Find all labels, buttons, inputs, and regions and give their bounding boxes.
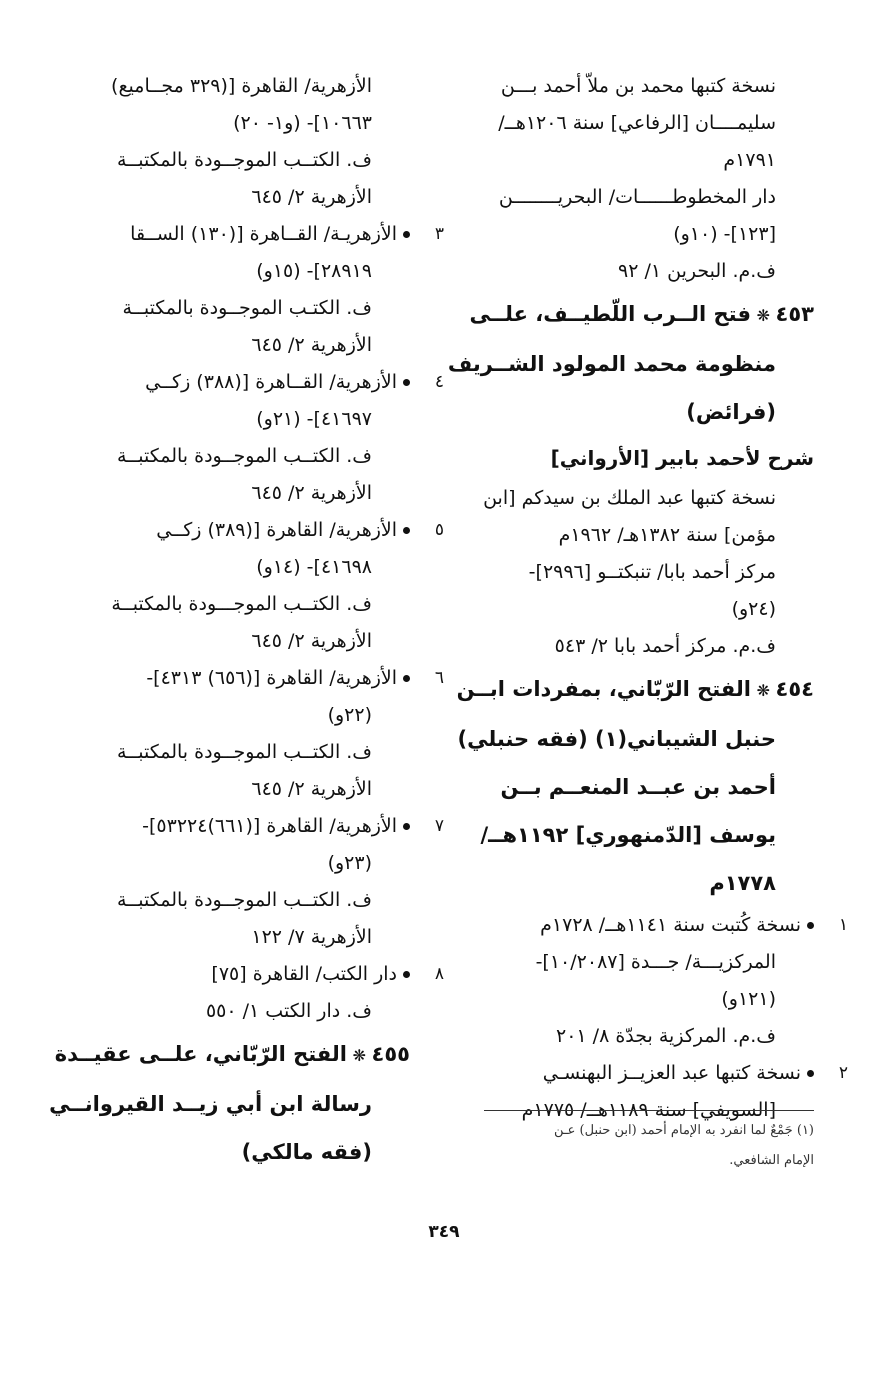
- entry-title-text: أحمد بن عبــد المنعــم بــن: [500, 775, 776, 799]
- entry-title-text: رسالة ابن أبي زيــد القيروانــي: [49, 1092, 372, 1116]
- entry-title-text: الفتح الرّبّاني، بمفردات ابــن: [456, 677, 751, 701]
- entry-title-text: منظومة محمد المولود الشــريف: [447, 352, 776, 376]
- text-line: (٢٤و): [731, 598, 776, 620]
- text-line: دار المخطوطــــــات/ البحريــــــــن: [498, 186, 776, 208]
- entry-title-line: [457, 715, 814, 763]
- bullet-icon: [807, 922, 814, 929]
- item-number: ٣: [434, 224, 444, 244]
- item-text: الأزهرية/ القاهرة [(٦٥٦) ٤٣١٣]-: [146, 667, 397, 689]
- text-line: [السويفي] سنة ١١٨٩هــ/ ١٧٧٥م: [521, 1099, 776, 1121]
- item-text: دار الكتب/ القاهرة [٧٥]: [211, 963, 397, 985]
- entry-title-line: [447, 340, 814, 388]
- text-line: ٢٨٩١٩]- (١٥و): [256, 260, 372, 282]
- item-text: الأزهريـة/ القــاهرة [(١٣٠) الســقا: [130, 223, 397, 245]
- right-column: [447, 68, 848, 1129]
- entry-title-text: حنبل الشيباني(١) (فقه حنبلي): [457, 727, 776, 751]
- item-number: ٥: [434, 520, 444, 540]
- text-line: مركز أحمد بابا/ تنبكتــو [٢٩٩٦]-: [528, 561, 776, 583]
- bullet-icon: [807, 1070, 814, 1077]
- text-line: الأزهرية ٢/ ٦٤٥: [251, 630, 372, 652]
- left-column: [49, 68, 444, 1176]
- text-line: [١٢٣]- (١٠و): [673, 223, 776, 245]
- text-line: ف. دار الكتب ١/ ٥٥٠: [205, 1000, 372, 1022]
- entry-title-text: الفتح الرّبّاني، علــى عقيــدة: [54, 1042, 347, 1066]
- text-line: ف. الكتــب الموجــودة بالمكتبــة: [116, 445, 372, 467]
- text-line: المركزيـــة/ جـــدة [١٠/٢٠٨٧]-: [535, 951, 776, 973]
- commentary-author: شرح لأحمد بابير [الأرواني]: [550, 446, 814, 470]
- text-line: ف.م. المركزية بجدّة ٨/ ٢٠١: [556, 1025, 776, 1047]
- item-number: ٢: [838, 1063, 848, 1083]
- manuscript-item: [80, 216, 444, 253]
- bullet-icon: [403, 527, 410, 534]
- text-line: ف. الكتـب الموجــودة بالمكتبــة: [122, 297, 372, 319]
- entry-title-line: [484, 388, 814, 436]
- text-line: ف. الكتــب الموجـــودة بالمكتبــة: [111, 593, 372, 615]
- item-number: ٨: [434, 964, 444, 984]
- footnote-line-1: (١) جَمْعٌ لما انفرد به الإمام أحمد (ابن حنبل) عـن: [553, 1123, 814, 1138]
- item-number: ١: [838, 915, 848, 935]
- text-line: ف.م. البحرين ١/ ٩٢: [617, 260, 776, 282]
- text-line: (٢٣و): [327, 852, 372, 874]
- text-line: الأزهرية ٢/ ٦٤٥: [251, 778, 372, 800]
- entry-title-line: [469, 290, 814, 340]
- item-text: نسخة كتبها عبد العزيــز البهنسـي: [542, 1062, 801, 1084]
- entry-title-line: [54, 1030, 410, 1080]
- text-line: نسخة كتبها محمد بن ملاّ أحمد بـــن: [500, 75, 776, 97]
- bullet-icon: [403, 231, 410, 238]
- entry-title-text: ١٧٧٨م: [709, 871, 776, 895]
- manuscript-item: [80, 364, 444, 401]
- entry-title-line: [484, 859, 814, 907]
- asterisk-icon: ❋: [347, 1046, 372, 1065]
- entry-title-text: يوسف [الدّمنهوري] ١١٩٢هــ/: [480, 823, 776, 847]
- text-line: الأزهرية ٧/ ١٢٢: [251, 926, 372, 948]
- footnote-line-2: الإمام الشافعي.: [729, 1153, 814, 1168]
- page-number: ٣٤٩: [428, 1222, 460, 1242]
- text-line: الأزهرية ٢/ ٦٤٥: [251, 482, 372, 504]
- bullet-icon: [403, 971, 410, 978]
- entry-number: ٤٥٤: [775, 677, 814, 701]
- entry-title-line: [49, 1080, 410, 1128]
- entry-title-text: (فرائض): [686, 400, 776, 424]
- text-line: (١٢١و): [721, 988, 776, 1010]
- bullet-icon: [403, 379, 410, 386]
- text-line: ف. الكتــب الموجــودة بالمكتبــة: [116, 741, 372, 763]
- bullet-icon: [403, 823, 410, 830]
- asterisk-icon: ❋: [751, 681, 776, 700]
- entry-title-line: [456, 665, 814, 715]
- item-text: الأزهرية/ القــاهرة [(٣٨٨) زكــي: [145, 371, 397, 393]
- footnote-divider: [484, 1110, 814, 1111]
- text-line: الأزهرية/ القاهرة [(٣٢٩ مجــاميع): [111, 75, 372, 97]
- text-line: سليمــــان [الرفاعي] سنة ١٢٠٦هــ/: [498, 112, 776, 134]
- asterisk-icon: ❋: [751, 306, 776, 325]
- item-number: ٤: [434, 372, 444, 392]
- manuscript-item: [484, 907, 848, 944]
- text-line: مؤمن] سنة ١٣٨٢هـ/ ١٩٦٢م: [558, 524, 776, 546]
- footnote: [484, 1116, 814, 1176]
- manuscript-item: [80, 808, 444, 845]
- entry-number: ٤٥٥: [371, 1042, 410, 1066]
- manuscript-item: [484, 1055, 848, 1092]
- text-line: ١٠٦٦٣]- (و١- ٢٠): [233, 112, 372, 134]
- item-text: الأزهرية/ القاهرة [(٣٨٩) زكــي: [156, 519, 397, 541]
- text-line: ف.م. مركز أحمد بابا ٢/ ٥٤٣: [554, 635, 776, 657]
- text-line: ٤١٦٩٧]- (٢١و): [256, 408, 372, 430]
- text-line: الأزهرية ٢/ ٦٤٥: [251, 186, 372, 208]
- text-line: (٢٢و): [327, 704, 372, 726]
- entry-title-text: فتح الــرب اللّطيــف، علــى: [469, 302, 751, 326]
- item-number: ٧: [434, 816, 444, 836]
- item-text: الأزهرية/ القاهرة [(٦٦١)٥٣٢٢٤]-: [142, 815, 397, 837]
- manuscript-item: [80, 660, 444, 697]
- entry-title-line: [80, 1128, 410, 1176]
- entry-title-line: [480, 811, 814, 859]
- text-line: نسخة كتبها عبد الملك بن سيدكم [ابن: [483, 487, 776, 509]
- text-line: ف. الكتــب الموجــودة بالمكتبــة: [116, 149, 372, 171]
- text-line: ٤١٦٩٨]- (١٤و): [256, 556, 372, 578]
- text-line: الأزهرية ٢/ ٦٤٥: [251, 334, 372, 356]
- entry-title-text: (فقه مالكي): [241, 1140, 372, 1164]
- text-line: ١٧٩١م: [723, 149, 776, 171]
- manuscript-item: [80, 512, 444, 549]
- item-number: ٦: [434, 668, 444, 688]
- item-text: نسخة كُتبت سنة ١١٤١هــ/ ١٧٢٨م: [540, 914, 801, 936]
- bullet-icon: [403, 675, 410, 682]
- entry-title-line: [484, 763, 814, 811]
- entry-number: ٤٥٣: [775, 302, 814, 326]
- text-line: ف. الكتــب الموجــودة بالمكتبــة: [116, 889, 372, 911]
- manuscript-item: [80, 956, 444, 993]
